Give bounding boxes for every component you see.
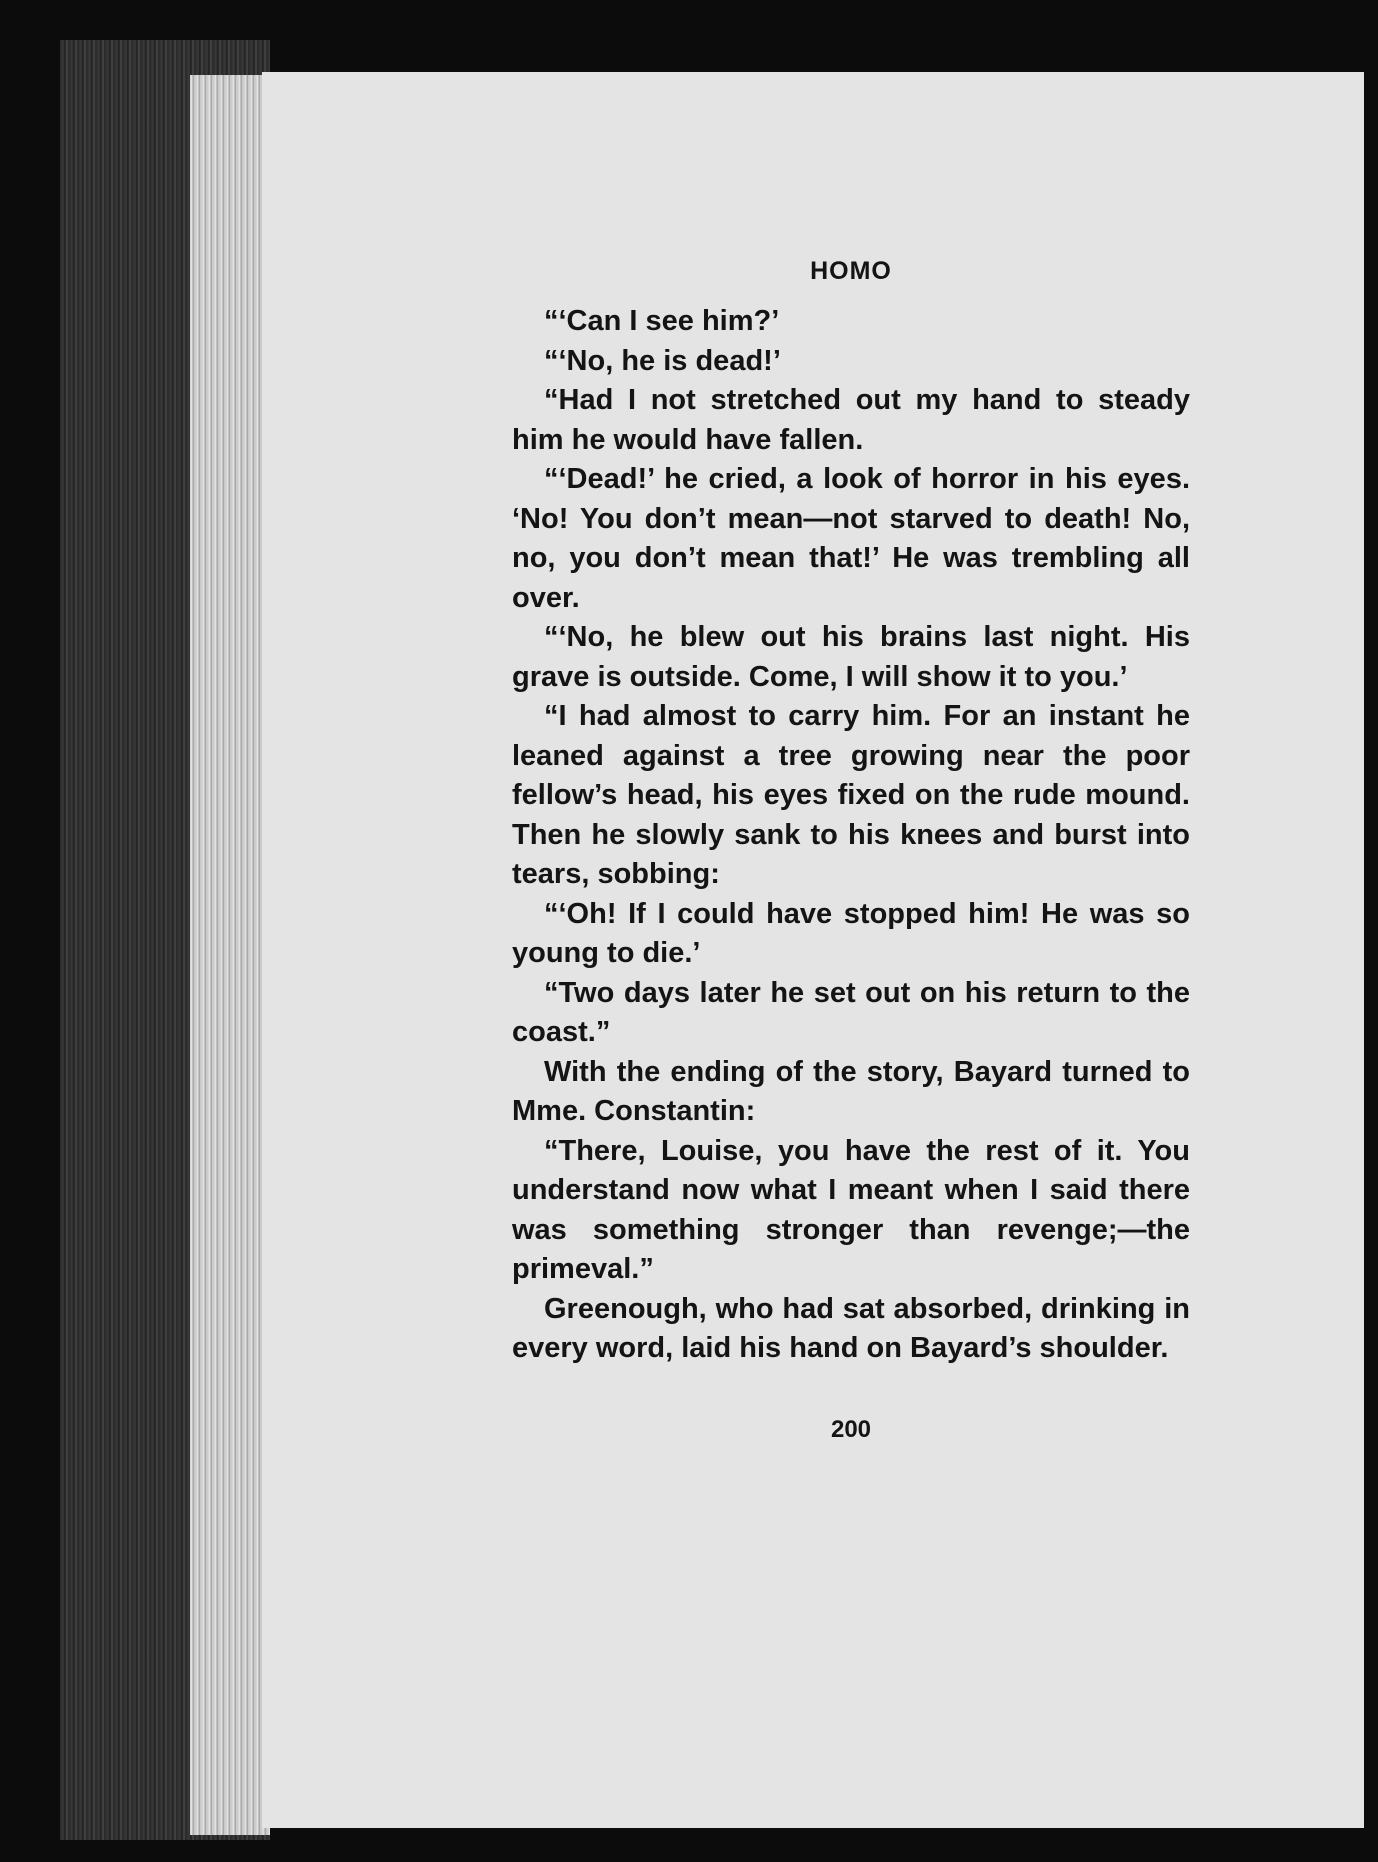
book-page [262, 72, 1364, 1828]
paragraph: “‘No, he is dead!’ [544, 344, 781, 377]
paragraph: “‘Oh! If I could have stopped him! He was so young to die.’ [512, 897, 1190, 969]
running-head: HOMO [810, 257, 892, 285]
paragraph: “‘Can I see him?’ [544, 305, 780, 337]
body-text [512, 302, 1190, 1369]
paragraph: Greenough, who had sat absorbed, drinking in every word, laid his hand on Bayard’s shoulder. [512, 1292, 1190, 1364]
paragraph: “‘No, he blew out his brains last night. His grave is outside. Come, I will show it to you.’ [512, 621, 1190, 693]
paragraph: “Had I not stretched out my hand to steady him he would have fallen. [512, 384, 1190, 456]
paragraph: “There, Louise, you have the rest of it. You understand now what I meant when I said there was something stronger than revenge;—the primeval.” [512, 1134, 1190, 1285]
paragraph: “I had almost to carry him. For an instant he leaned against a tree growing near the poor fellow’s head, his eyes fixed on the rude mound. Then he slowly sank to his knees and burst into tears, sobbing: [512, 700, 1190, 890]
paragraph: “‘Dead!’ he cried, a look of horror in his eyes. ‘No! You don’t mean—not starved to death! No, no, you don’t mean that!’ He was trembling all over. [512, 463, 1190, 614]
paragraph: “Two days later he set out on his return to the coast.” [512, 976, 1190, 1048]
paragraph: With the ending of the story, Bayard turned to Mme. Constantin: [512, 1055, 1190, 1127]
page-stack [190, 75, 270, 1835]
page-number: 200 [830, 1416, 872, 1443]
